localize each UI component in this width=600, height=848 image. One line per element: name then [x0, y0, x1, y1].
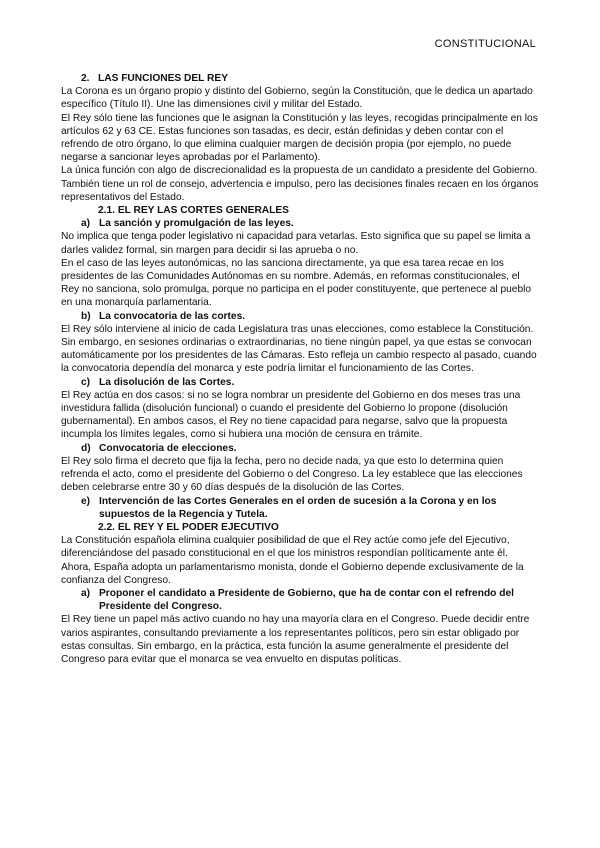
list-heading: a) Proponer el candidato a Presidente de Gobierno, que ha de contar con el refrendo del Presidente del Congreso. — [81, 587, 514, 613]
paragraph: El Rey tiene un papel más activo cuando no hay una mayoría clara en el Congreso. Puede decidir entre varios aspirantes, consultando previamente a los representantes políticos, pero sin estar obligado por estas consultas. Sin embargo, en la práctica, esta función la asume generalmente el presidente del Congreso para evitar que el monarca se vea envuelto en disputas políticas. — [61, 614, 530, 665]
subsection-heading: 2.2. EL REY Y EL PODER EJECUTIVO — [98, 521, 279, 533]
subsection-heading: 2.1. EL REY LAS CORTES GENERALES — [98, 205, 289, 217]
paragraph: No implica que tenga poder legislativo ni capacidad para vetarlas. Esto significa que su papel se limita a darles validez formal, sin margen para decidir si las aprueba o no. — [61, 231, 531, 256]
paragraph: El Rey sólo interviene al inicio de cada Legislatura tras unas elecciones, como establece la Constitución. Sin embargo, en sesiones ordinarias o extraordinarias, no tiene ningún papel, ya que estas se convocan automáticamente por los presidentes de las Cámaras. Esto refleja un cambio respecto al pasado, cuando la convocatoria dependía del monarca y este podría limitar el funcionamiento de las Cortes. — [61, 323, 537, 375]
list-heading: e) Intervención de las Cortes Generales en el orden de sucesión a la Corona y en los supuestos de la Regencia y Tutela. — [81, 495, 497, 520]
paragraph: El Rey sólo tiene las funciones que le asignan la Constitución y las leyes, recogidas principalmente en los artículos 62 y 63 CE. Estas funciones son tasadas, es decir, están definidas y deben contar con el refrendo de otro órgano, lo que elimina cualquier margen de decisión propia (por ejemplo, no puede negarse a sancionar leyes aprobadas por el Parlamento). — [61, 112, 538, 164]
paragraph: La Constitución española elimina cualquier posibilidad de que el Rey actúe como jefe del Ejecutivo, diferenciándose del pasado constitucional en el que los ministros respondían políticamente ante él. Ahora, España adopta un parlamentarismo monista, donde el Gobierno depende exclusivamente de la confianza del Congreso. — [61, 535, 524, 586]
section-heading: 2. LAS FUNCIONES DEL REY — [81, 73, 228, 84]
paragraph: La única función con algo de discrecionalidad es la propuesta de un candidato a presidente del Gobierno. También tiene un rol de consejo, advertencia e impulso, pero las decisiones finales recaen en los órganos representativos del Estado. — [61, 165, 539, 203]
document-body — [61, 72, 539, 666]
page-header: CONSTITUCIONAL — [434, 38, 536, 50]
list-heading: a) La sanción y promulgación de las leyes. — [81, 218, 294, 230]
paragraph: El Rey solo firma el decreto que fija la fecha, pero no decide nada, ya que esto lo determina quien refrenda el acto, como el presidente del Gobierno o del Congreso. La ley establece que las elecciones deben celebrarse entre 30 y 60 días después de la disolución de las Cortes. — [61, 455, 523, 494]
list-heading: d) Convocatoria de elecciones. — [81, 442, 237, 454]
list-heading: c) La disolución de las Cortes. — [81, 376, 235, 388]
paragraph: El Rey actúa en dos casos: si no se logra nombrar un presidente del Gobierno en dos meses tras una investidura fallida (disolución funcional) o cuando el presidente del Gobierno lo propone (disolución gubernamental). En ambos casos, el Rey no tiene capacidad para negarse, salvo que la propuesta incumpla los límites legales, como si hubiera una moción de censura en trámite. — [61, 389, 521, 441]
list-heading: b) La convocatoria de las cortes. — [81, 310, 246, 322]
paragraph: La Corona es un órgano propio y distinto del Gobierno, según la Constitución, que le dedica un apartado específico (Título II). Une las dimensiones civil y militar del Estado. — [61, 86, 533, 111]
paragraph: En el caso de las leyes autonómicas, no las sanciona directamente, ya que esa tarea recae en los presidentes de las Comunidades Autónomas en su nombre. Además, en reformas constitucionales, el Rey no sanciona, solo promulga, porque no participa en el poder constituyente, que pertenece al pueblo en una monarquía parlamentaria. — [61, 257, 532, 309]
